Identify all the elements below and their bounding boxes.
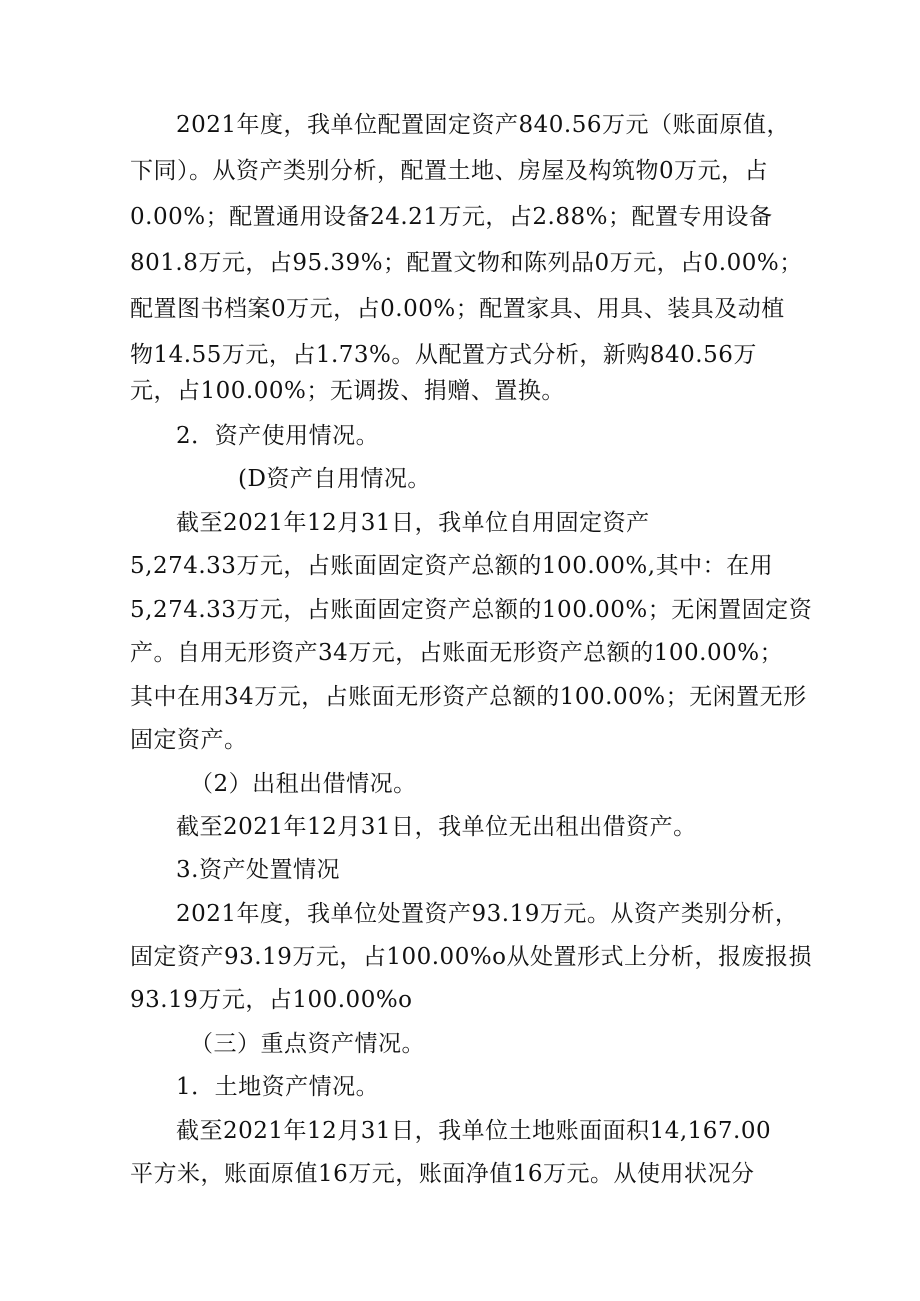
paragraph-line: 2021年度，我单位配置固定资产840.56万元（账面原值， xyxy=(176,112,791,138)
paragraph-line: 固定资产。 xyxy=(130,727,248,753)
paragraph-line: 2021年度，我单位处置资产93.19万元。从资产类别分析， xyxy=(176,901,799,927)
section-heading: （三）重点资产情况。 xyxy=(190,1031,425,1057)
paragraph-line: 截至2021年12月31日，我单位自用固定资产 xyxy=(176,510,650,536)
section-heading: 3.资产处置情况 xyxy=(176,857,340,883)
paragraph-line: 配置图书档案0万元，占0.00%；配置家具、用具、装具及动植 xyxy=(130,296,785,322)
paragraph-line: 5,274.33万元，占账面固定资产总额的100.00%,其中：在用 xyxy=(130,553,774,579)
subsection-heading: （2）出租出借情况。 xyxy=(190,771,417,797)
paragraph-line: 截至2021年12月31日，我单位无出租出借资产。 xyxy=(176,814,697,840)
paragraph-line: 元，占100.00%；无调拨、捐赠、置换。 xyxy=(130,378,565,404)
paragraph-line: 平方米，账面原值16万元，账面净值16万元。从使用状况分 xyxy=(130,1161,755,1187)
paragraph-line: 93.19万元，占100.00%o xyxy=(130,987,413,1013)
paragraph-line: 其中在用34万元，占账面无形资产总额的100.00%；无闲置无形 xyxy=(130,684,807,710)
paragraph-line: 801.8万元，占95.39%；配置文物和陈列品0万元，占0.00%； xyxy=(130,250,803,276)
paragraph-line: 0.00%；配置通用设备24.21万元，占2.88%；配置专用设备 xyxy=(130,204,773,230)
subsection-heading: (D资产自用情况。 xyxy=(238,466,431,492)
paragraph-line: 截至2021年12月31日，我单位土地账面面积14,167.00 xyxy=(176,1118,772,1144)
paragraph-line: 产。自用无形资产34万元，占账面无形资产总额的100.00%； xyxy=(130,640,784,666)
section-heading: 2．资产使用情况。 xyxy=(176,423,380,449)
paragraph-line: 下同）。从资产类别分析，配置土地、房屋及构筑物0万元，占 xyxy=(130,158,769,184)
paragraph-line: 物14.55万元，占1.73%。从配置方式分析，新购840.56万 xyxy=(130,342,757,368)
section-heading: 1．土地资产情况。 xyxy=(176,1074,380,1100)
paragraph-line: 固定资产93.19万元，占100.00%o从处置形式上分析，报废报损 xyxy=(130,944,813,970)
paragraph-line: 5,274.33万元，占账面固定资产总额的100.00%；无闲置固定资 xyxy=(130,597,813,623)
